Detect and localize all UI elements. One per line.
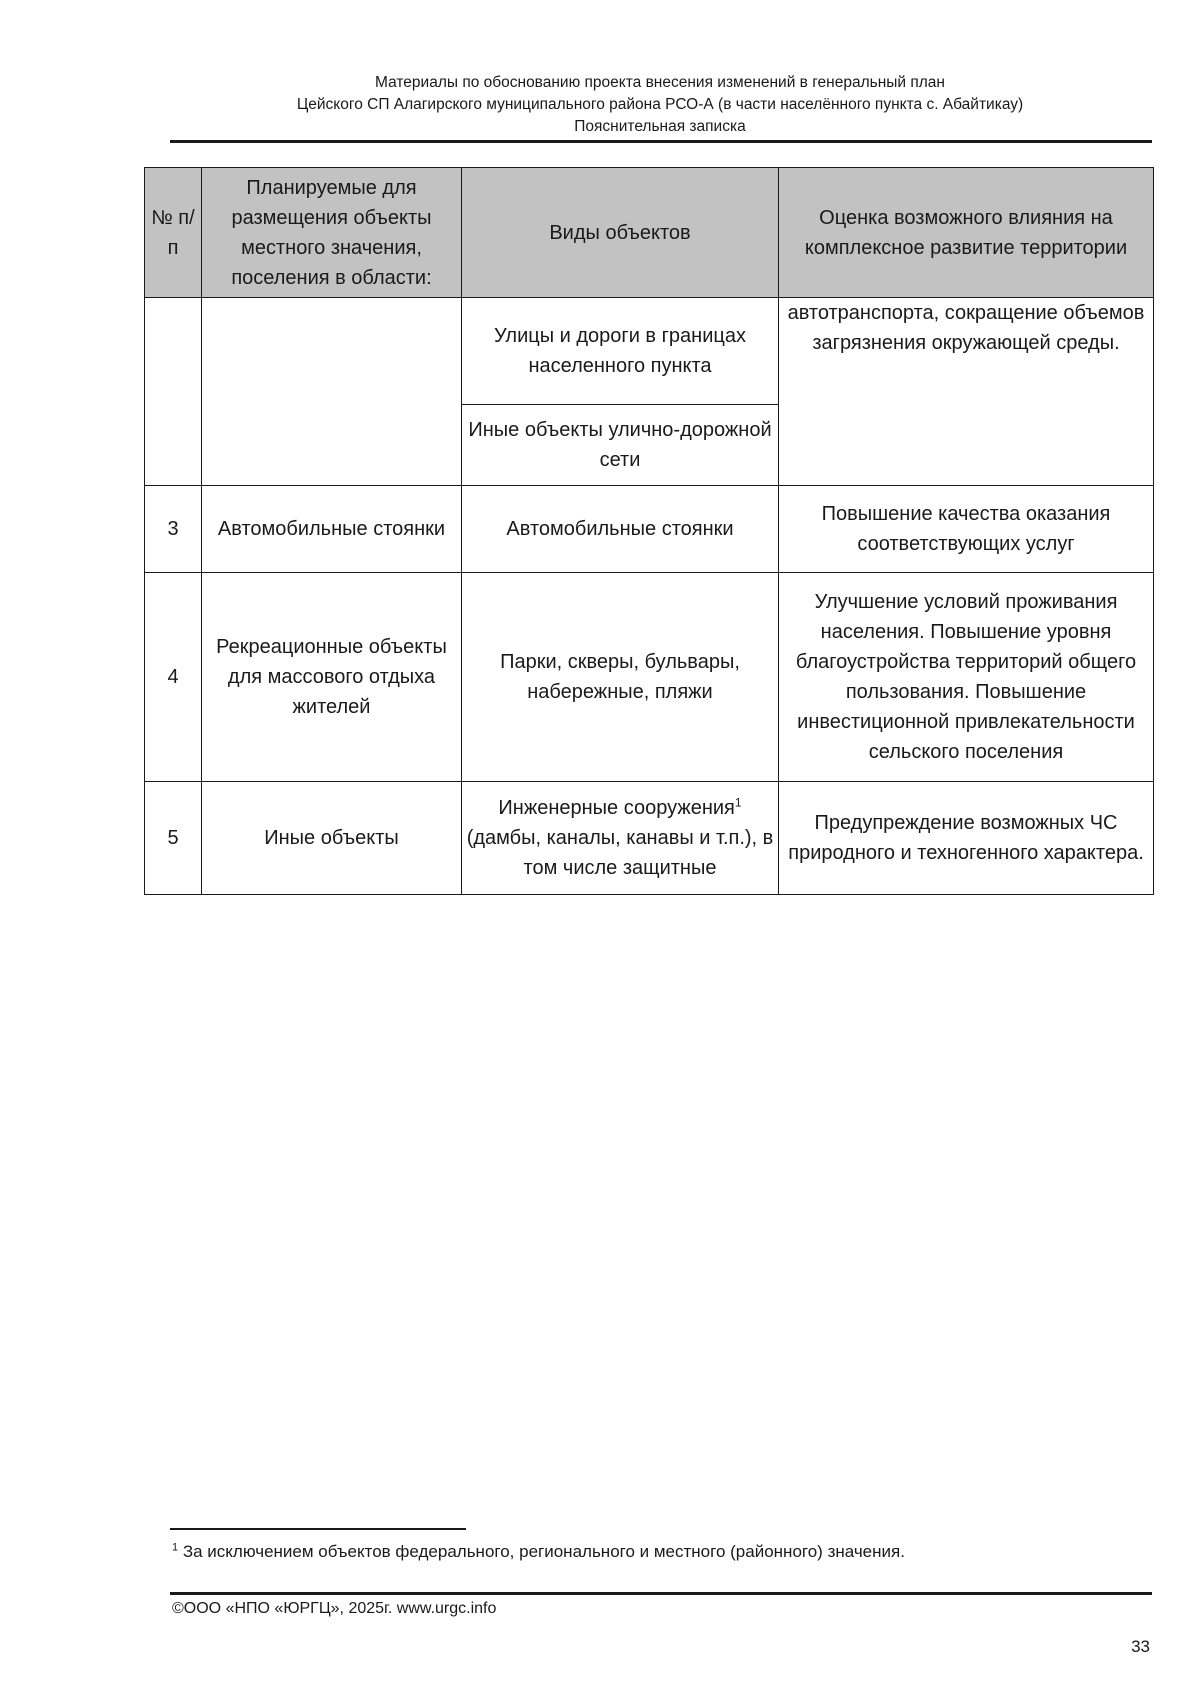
row-area-cell: Иные объекты	[202, 782, 462, 895]
type-main-text: Инженерные сооружения	[498, 797, 735, 819]
column-header-types: Виды объектов	[462, 168, 779, 298]
row-area-cell: Автомобильные стоянки	[202, 486, 462, 573]
row-type-cell: Иные объекты улично-дорожной сети	[462, 405, 779, 486]
header-line-1: Материалы по обоснованию проекта внесения изменений в генеральный план	[375, 74, 945, 91]
table-header-row	[145, 168, 1154, 298]
table-row	[145, 573, 1154, 782]
table-row	[145, 486, 1154, 573]
footnote-marker: 1	[172, 1541, 179, 1554]
row-num-cell: 4	[145, 573, 202, 782]
footnote	[172, 1540, 905, 1564]
footer-divider	[170, 1592, 1152, 1595]
column-header-impact: Оценка возможного влияния на комплексное развитие территории	[779, 168, 1154, 298]
row-num-cell: 3	[145, 486, 202, 573]
row-area-cell	[202, 298, 462, 486]
row-impact-cell: автотранспорта, сокращение объемов загрязнения окружающей среды.	[779, 298, 1154, 486]
row-num-cell: 5	[145, 782, 202, 895]
header-line-3: Пояснительная записка	[574, 118, 746, 135]
row-type-cell	[462, 782, 779, 895]
footer-copyright: ©ООО «НПО «ЮРГЦ», 2025г. www.urgc.info	[172, 1600, 497, 1617]
footnote-separator	[170, 1528, 466, 1530]
table-row	[145, 298, 1154, 405]
column-header-num: № п/п	[145, 168, 202, 298]
objects-table	[144, 167, 1154, 895]
row-impact-cell: Предупреждение возможных ЧС природного и техногенного характера.	[779, 782, 1154, 895]
type-rest-text: (дамбы, каналы, канавы и т.п.), в том числе защитные	[466, 827, 774, 879]
column-header-area: Планируемые для размещения объекты местного значения, поселения в области:	[202, 168, 462, 298]
row-num-cell	[145, 298, 202, 486]
header-divider	[170, 140, 1152, 143]
row-type-cell: Улицы и дороги в границах населенного пункта	[462, 298, 779, 405]
table-row	[145, 782, 1154, 895]
footnote-reference: 1	[734, 795, 742, 810]
header-line-2: Цейского СП Алагирского муниципального района РСО-А (в части населённого пункта с. Абайтикау)	[296, 96, 1024, 113]
row-type-cell: Парки, скверы, бульвары, набережные, пляжи	[462, 573, 779, 782]
document-header	[170, 72, 1150, 138]
row-impact-cell: Улучшение условий проживания населения. Повышение уровня благоустройства территорий общего пользования. Повышение инвестиционной привлекательности сельского поселения	[779, 573, 1154, 782]
row-type-cell: Автомобильные стоянки	[462, 486, 779, 573]
row-impact-cell: Повышение качества оказания соответствующих услуг	[779, 486, 1154, 573]
page-number: 33	[1131, 1637, 1150, 1656]
row-area-cell: Рекреационные объекты для массового отдыха жителей	[202, 573, 462, 782]
footnote-text: За исключением объектов федерального, регионального и местного (районного) значения.	[182, 1542, 905, 1561]
